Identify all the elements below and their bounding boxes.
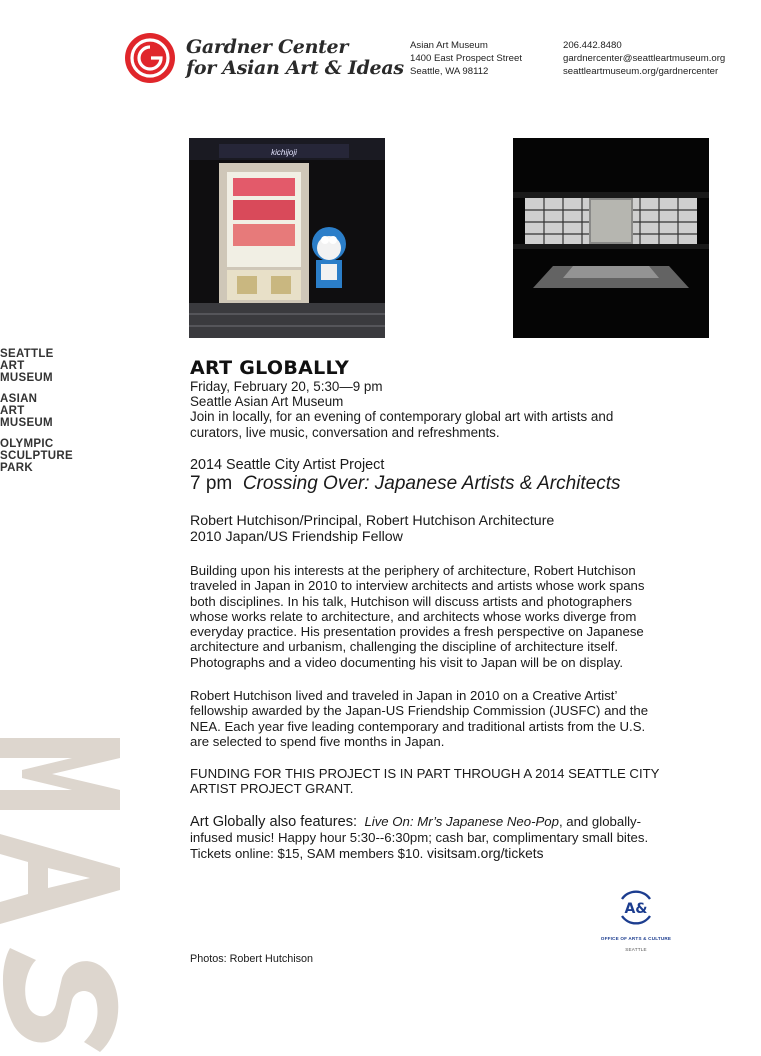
gardner-center-logo-icon bbox=[124, 32, 176, 84]
funding-note: FUNDING FOR THIS PROJECT IS IN PART THROUGH A 2014 SEATTLE CITY ARTIST PROJECT GRANT. bbox=[190, 766, 660, 797]
also-title: Live On: Mr’s Japanese Neo-Pop bbox=[364, 814, 559, 829]
tickets-link[interactable]: visitsam.org/tickets bbox=[427, 845, 544, 861]
speaker-info: Robert Hutchison/Principal, Robert Hutchison Architecture 2010 Japan/US Friendship Fellow bbox=[190, 513, 555, 545]
nav-asian-art-museum[interactable]: ASIAN ART MUSEUM bbox=[0, 393, 53, 429]
event-venue: Seattle Asian Art Museum bbox=[190, 394, 344, 409]
svg-text:A&: A& bbox=[624, 901, 648, 917]
office-arts-culture-logo-icon bbox=[616, 885, 656, 930]
office-arts-culture-label: OFFICE OF ARTS & CULTURE SEATTLE bbox=[600, 936, 672, 952]
phone: 206.442.8480 bbox=[563, 40, 622, 51]
address-block: Asian Art Museum 1400 East Prospect Street Seattle, WA 98112 bbox=[410, 40, 522, 77]
description-paragraph: Building upon his interests at the periphery of architecture, Robert Hutchison traveled in Japan in 2010 to interview architects and artists whose work spans both disciplines. In his talk, Hutchison will discuss artists and photographers whose works relate to architecture, and architects whose works diverge from everyday practice. His presentation provides a fresh perspective on Japanese architecture and urbanism, challenging the discipline of architecture itself. Photographs and a video documenting his visit to Japan will be on display. bbox=[190, 563, 645, 670]
event-title: ART GLOBALLY bbox=[190, 357, 350, 379]
also-features: Art Globally also features: Live On: Mr’s Japanese Neo-Pop, and globally- infused music! Happy hour 5:30--6:30pm; cash bar, complimentary small bites. Tickets online: $15, SAM members $10. visitsam.org/tickets bbox=[190, 814, 649, 861]
talk-time: 7 pm bbox=[190, 473, 233, 494]
kichijoji-sign: kichijoji bbox=[271, 148, 297, 157]
nav-olympic-sculpture-park[interactable]: OLYMPIC SCULPTURE PARK bbox=[0, 438, 73, 474]
talk-heading bbox=[190, 473, 735, 495]
also-label: Art Globally also features: bbox=[190, 814, 358, 830]
org-name: Gardner Center for Asian Art & Ideas bbox=[186, 36, 404, 79]
nav-seattle-art-museum[interactable]: SEATTLE ART MUSEUM bbox=[0, 348, 54, 384]
contact-block bbox=[563, 39, 725, 78]
talk-title: Crossing Over: Japanese Artists & Architects bbox=[242, 473, 621, 494]
event-intro: Join in locally, for an evening of contemporary global art with artists and curators, live music, conversation and refreshments. bbox=[190, 409, 614, 440]
photo-arcade bbox=[189, 138, 385, 338]
fellowship-paragraph: Robert Hutchison lived and traveled in Japan in 2010 on a Creative Artist’ fellowship awarded by the Japan-US Friendship Commission (JUSFC) and the NEA. Each year five leading contemporary and traditional artists from the U.S. are selected to spend five months in Japan. bbox=[190, 688, 649, 749]
photo-japanese-room bbox=[513, 138, 709, 338]
event-date: Friday, February 20, 5:30—9 pm bbox=[190, 379, 383, 394]
project-name: 2014 Seattle City Artist Project bbox=[190, 457, 385, 473]
sam-logo-icon bbox=[0, 730, 125, 1056]
website-link[interactable]: seattleartmuseum.org/gardnercenter bbox=[563, 66, 719, 77]
email-link[interactable]: gardnercenter@seattleartmuseum.org bbox=[563, 53, 726, 64]
photo-credit: Photos: Robert Hutchison bbox=[190, 953, 314, 965]
